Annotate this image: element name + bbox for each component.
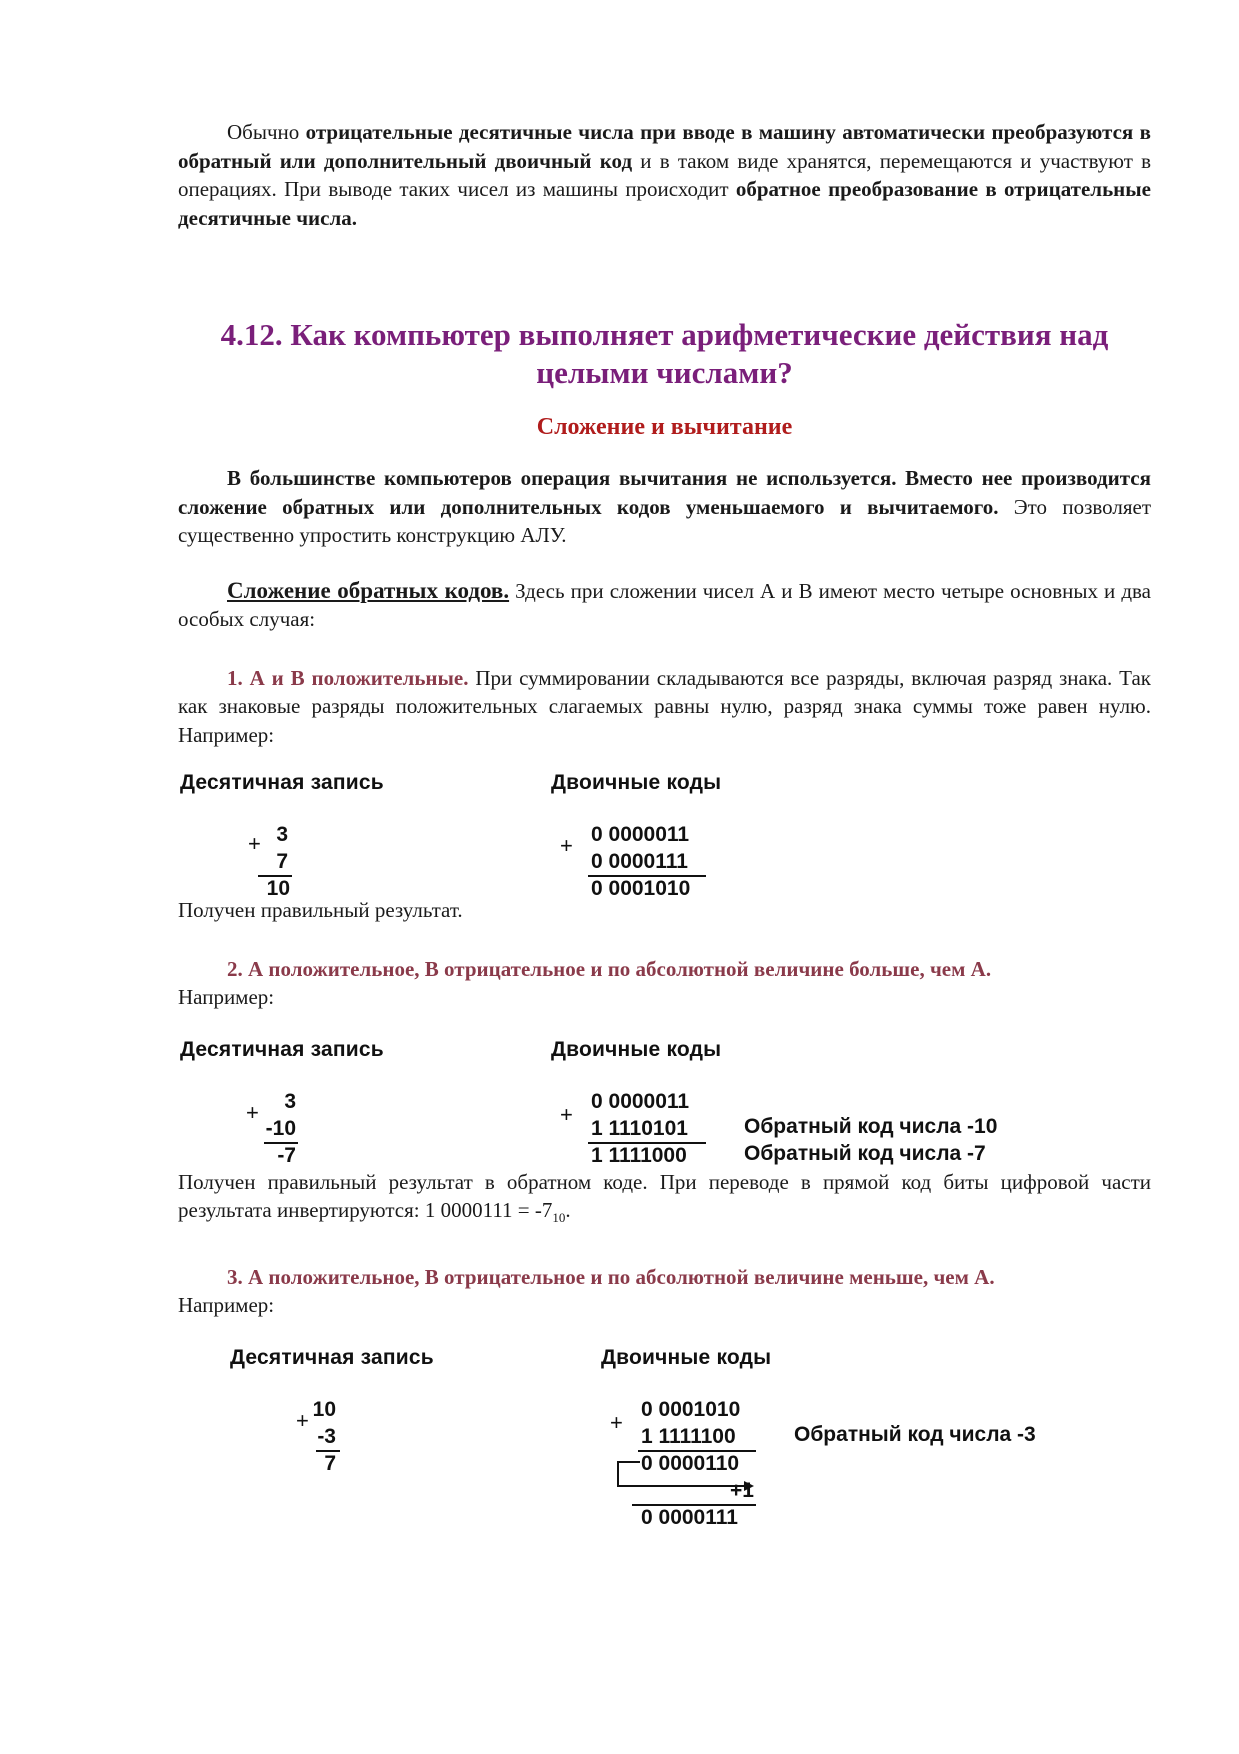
plus-sign: + [296, 1407, 309, 1433]
intro-bold-1: отрицательные десятичные числа при вводе в машину автоматически преобразуются в обратный или дополнительный двоичный код [178, 120, 1151, 173]
case-3-text: Например: [178, 1293, 275, 1318]
dec-result: -7 [277, 1143, 296, 1167]
case-3-label: 3. А положительное, В отрицательное и по абсолютной величине меньше, чем А. [227, 1264, 995, 1289]
dec-operand-b: -3 [317, 1424, 336, 1448]
case-1-paragraph [178, 664, 1151, 750]
binary-header: Двоичные коды [551, 1037, 722, 1061]
bin-operand-a: 0 0001010 [641, 1397, 741, 1421]
dec-result: 7 [324, 1451, 336, 1475]
intro-paragraph [178, 118, 1151, 232]
bin-operand-a: 0 0000011 [591, 823, 690, 846]
intro-text-2: и в таком виде хранятся, перемещаются и участвуют в операциях. При выводе таких чисел из машины происходит [178, 148, 1151, 201]
note-ones-complement-minus-7: Обратный код числа -7 [744, 1141, 986, 1165]
binary-header: Двоичные коды [551, 771, 722, 794]
result-2-subscript: 10 [552, 1210, 566, 1226]
result-2 [178, 1168, 1151, 1233]
bin-final-result: 0 0000111 [641, 1505, 738, 1529]
bin-operand-b: 0 0000111 [591, 850, 688, 873]
bin-operand-b: 1 1110101 [591, 1116, 688, 1140]
result-2-text: Получен правильный результат в обратном коде. При переводе в прямой код биты цифровой части результата инвертируются: 1 0000111 = -7 [178, 1169, 1151, 1222]
dec-result: 10 [266, 877, 290, 900]
plus-sign: + [246, 1099, 259, 1125]
decimal-header: Десятичная запись [230, 1345, 434, 1369]
intro-text-1: Обычно [227, 120, 306, 144]
plus-sign: + [560, 833, 573, 858]
heading-line-1: 4.12. Как компьютер выполняет арифметические действия над [220, 317, 1109, 352]
case-2-text: Например: [178, 985, 275, 1009]
plus-sign: + [560, 1101, 573, 1127]
bin-operand-a: 0 0000011 [591, 1089, 690, 1113]
case-1-label: 1. А и В положительные. [227, 665, 469, 690]
case-2-label: 2. А положительное, В отрицательное и по абсолютной величине больше, чем А. [227, 956, 992, 981]
result-2-end: . [565, 1198, 571, 1222]
bin-result: 1 1111000 [591, 1143, 687, 1167]
decimal-header: Десятичная запись [180, 1037, 384, 1061]
example-2 [178, 1038, 1151, 1168]
case-2-paragraph [178, 955, 1151, 1012]
case-1-text: При суммировании складываются все разряды, включая разряд знака. Так как знаковые разряды положительных слагаемых равны нулю, разряд знака суммы тоже равен нулю. Например: [178, 665, 1151, 747]
result-1: Получен правильный результат. [178, 898, 463, 922]
case-3-paragraph [178, 1263, 1151, 1320]
para1-bold: В большинстве компьютеров операция вычитания не используется. Вместо нее производится сложение обратных или дополнительных кодов уменьшаемого и вычитаемого. [178, 466, 1151, 519]
paragraph-no-subtraction [178, 464, 1151, 550]
heading-line-2: целыми числами? [536, 355, 793, 390]
section-heading [178, 316, 1151, 392]
decimal-header: Десятичная запись [180, 771, 384, 794]
intro-bold-2: обратное преобразование в отрицательные десятичные числа. [178, 177, 1151, 230]
example-3 [178, 1346, 1151, 1531]
bin-operand-b: 1 1111100 [641, 1424, 736, 1448]
dec-operand-a: 3 [284, 1089, 296, 1113]
para1-text: Это позволяет существенно упростить конструкцию АЛУ. [178, 494, 1151, 547]
note-ones-complement-minus-3: Обратный код числа -3 [794, 1422, 1036, 1446]
dec-operand-b: 7 [276, 850, 288, 873]
dec-operand-a: 10 [312, 1397, 336, 1421]
dec-operand-a: 3 [276, 823, 288, 846]
binary-header: Двоичные коды [601, 1345, 772, 1369]
note-ones-complement-minus-10: Обратный код числа -10 [744, 1114, 998, 1138]
subheading: Сложение и вычитание [536, 414, 793, 440]
carry-plus-one: +1 [730, 1478, 754, 1502]
example-1 [178, 771, 1151, 900]
bin-result: 0 0001010 [591, 877, 691, 900]
para2-title: Сложение обратных кодов. [227, 577, 510, 603]
plus-sign: + [248, 831, 261, 856]
plus-sign: + [610, 1409, 623, 1435]
document-page [178, 118, 1151, 1531]
paragraph-ones-complement-addition [178, 577, 1151, 634]
dec-operand-b: -10 [265, 1116, 296, 1140]
para2-text: Здесь при сложении чисел А и В имеют место четыре основных и два особых случая: [178, 578, 1151, 631]
bin-intermediate: 0 0000110 [641, 1451, 740, 1475]
